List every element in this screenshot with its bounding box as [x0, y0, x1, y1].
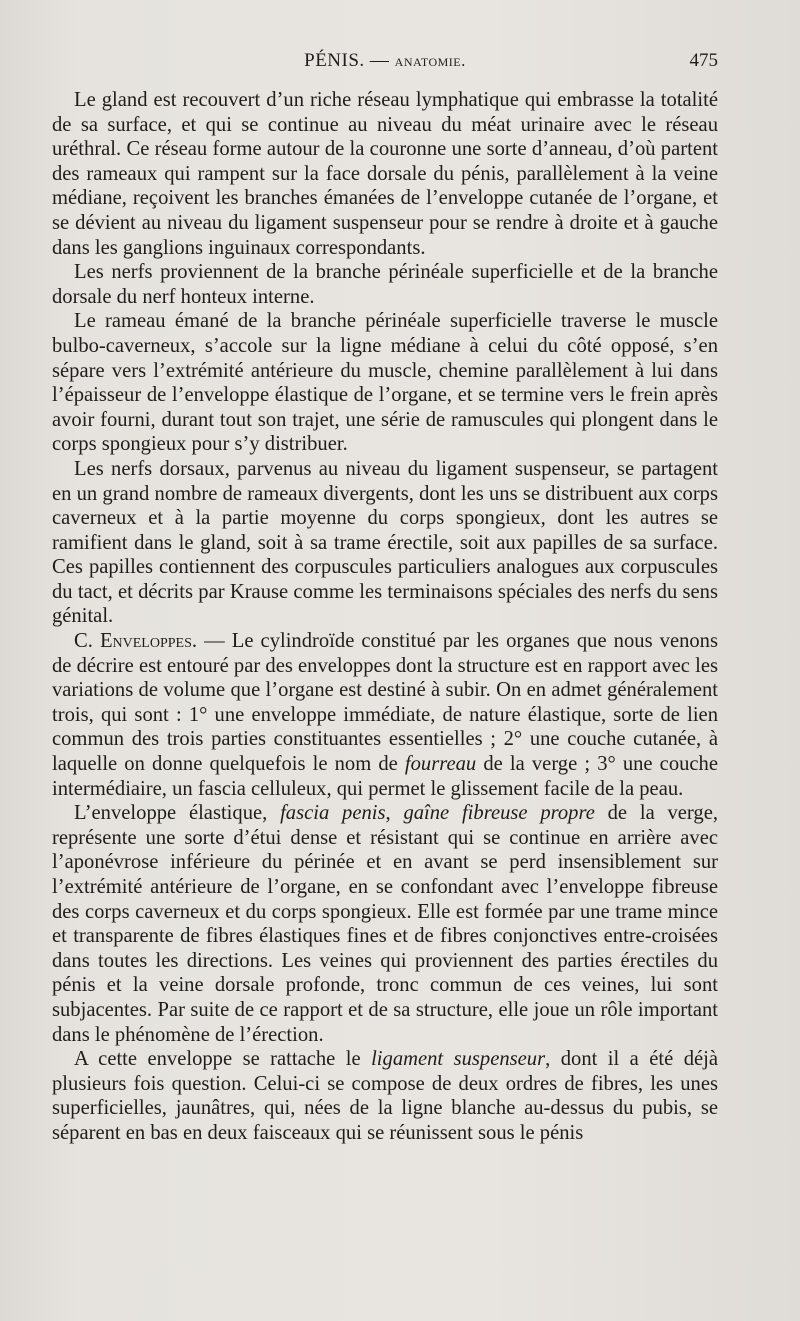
page-number: 475 — [689, 50, 718, 71]
enveloppes-text: — Le cylindroïde constitué par les organes que nous venons de décrire est entouré par des enveloppes dont la structure est en rapport avec les variations de volume que l’organe est destiné à subir. On en admet généralement trois, qui sont : 1° une enveloppe immédiate, de nature élastique, sorte de lien commun des trois parties constituantes essentielles ; 2° une couche cutanée, à laquelle on donne quelquefois le nom de — [52, 630, 718, 776]
paragraph-dorsal-nerves: Les nerfs dorsaux, parvenus au niveau du ligament suspenseur, se partagent en un grand nombre de rameaux divergents, dont les uns se distribuent aux corps caverneux et à la partie moyenne du corps spongieux, dont les autres se ramifient dans le gland, soit à sa trame érectile, soit aux papilles de sa surface. Ces papilles contiennent des corpuscules particuliers analogues aux corpuscules du tact, et décrits par Krause comme les terminaisons spéciales des nerfs du sens génital. — [52, 457, 718, 628]
title-sub: anatomie. — [394, 51, 466, 70]
section-label: C. Enveloppes. — [74, 630, 198, 653]
elastic-term-2: gaîne fibreuse propre — [403, 802, 595, 825]
paragraph-elastic-envelope — [52, 801, 718, 1047]
elastic-c: de la verge, représente une sorte d’étui dense et résistant qui se continue en arrière avec l’aponévrose inférieure du périnée et en avant se perd insensiblement sur l’extrémité antérieure de l’organe, en se confondant avec l’enveloppe fibreuse des corps caverneux et du corps spongieux. Elle est formée par une trame mince et transparente de fibres élastiques fines et de fibres conjonctives entre-croisées dans toutes les directions. Les veines qui proviennent des parties érectiles du pénis et la veine dorsale profonde, tronc commun de ces veines, lui sont subjacentes. Par suite de ce rapport et de sa structure, elle joue un rôle important dans le phénomène de l’érection. — [52, 802, 718, 1046]
page-body — [52, 88, 718, 1146]
running-header — [52, 50, 718, 84]
ligament-a: A cette enveloppe se rattache le — [74, 1048, 372, 1071]
enveloppes-tail: de la verge ; 3° une couche intermédiaire, un fascia celluleux, qui permet le glissement facile de la peau. — [52, 753, 718, 800]
elastic-b: , — [385, 802, 404, 825]
running-title — [52, 50, 718, 72]
paragraph-perineal-branch: Le rameau émané de la branche périnéale superficielle traverse le muscle bulbo-caverneux, s’accole sur la ligne médiane à celui du côté opposé, s’en sépare vers l’extrémité antérieure du muscle, chemine parallèlement à lui dans l’épaisseur de l’enveloppe élastique de l’organe, et se termine vers le frein après avoir fourni, durant tout son trajet, une série de ramuscules qui plongent dans le corps spongieux pour s’y distribuer. — [52, 310, 718, 456]
paragraph-nerves-origin: Les nerfs proviennent de la branche périnéale superficielle et de la branche dorsale du nerf honteux interne. — [52, 261, 718, 308]
elastic-a: L’enveloppe élastique, — [74, 802, 281, 825]
paragraph-suspensory-ligament — [52, 1047, 718, 1145]
enveloppes-italic: fourreau — [404, 753, 477, 776]
title-main: PÉNIS. — [304, 50, 365, 71]
ligament-b: , dont il a été déjà plusieurs fois question. Celui-ci se compose de deux ordres de fibres, les unes superficielles, jaunâtres, qui, nées de la ligne blanche au-dessus du pubis, se séparent en bas en deux faisceaux qui se réunissent sous le pénis — [52, 1048, 718, 1144]
ligament-term: ligament suspenseur — [371, 1048, 546, 1071]
paragraph-enveloppes — [52, 629, 718, 801]
paragraph-lymphatics: Le gland est recouvert d’un riche réseau lymphatique qui embrasse la totalité de sa surface, et qui se continue au niveau du méat urinaire avec le réseau uréthral. Ce réseau forme autour de la couronne une sorte d’anneau, d’où partent des rameaux qui rampent sur la face dorsale du pénis, parallèlement à la veine médiane, reçoivent les branches émanées de l’enveloppe cutanée de l’organe, et se dévient au niveau du ligament suspenseur pour se rendre à droite et à gauche dans les ganglions inguinaux correspondants. — [52, 89, 718, 259]
title-separator: — — [364, 50, 395, 71]
elastic-term-1: fascia penis — [280, 802, 386, 825]
